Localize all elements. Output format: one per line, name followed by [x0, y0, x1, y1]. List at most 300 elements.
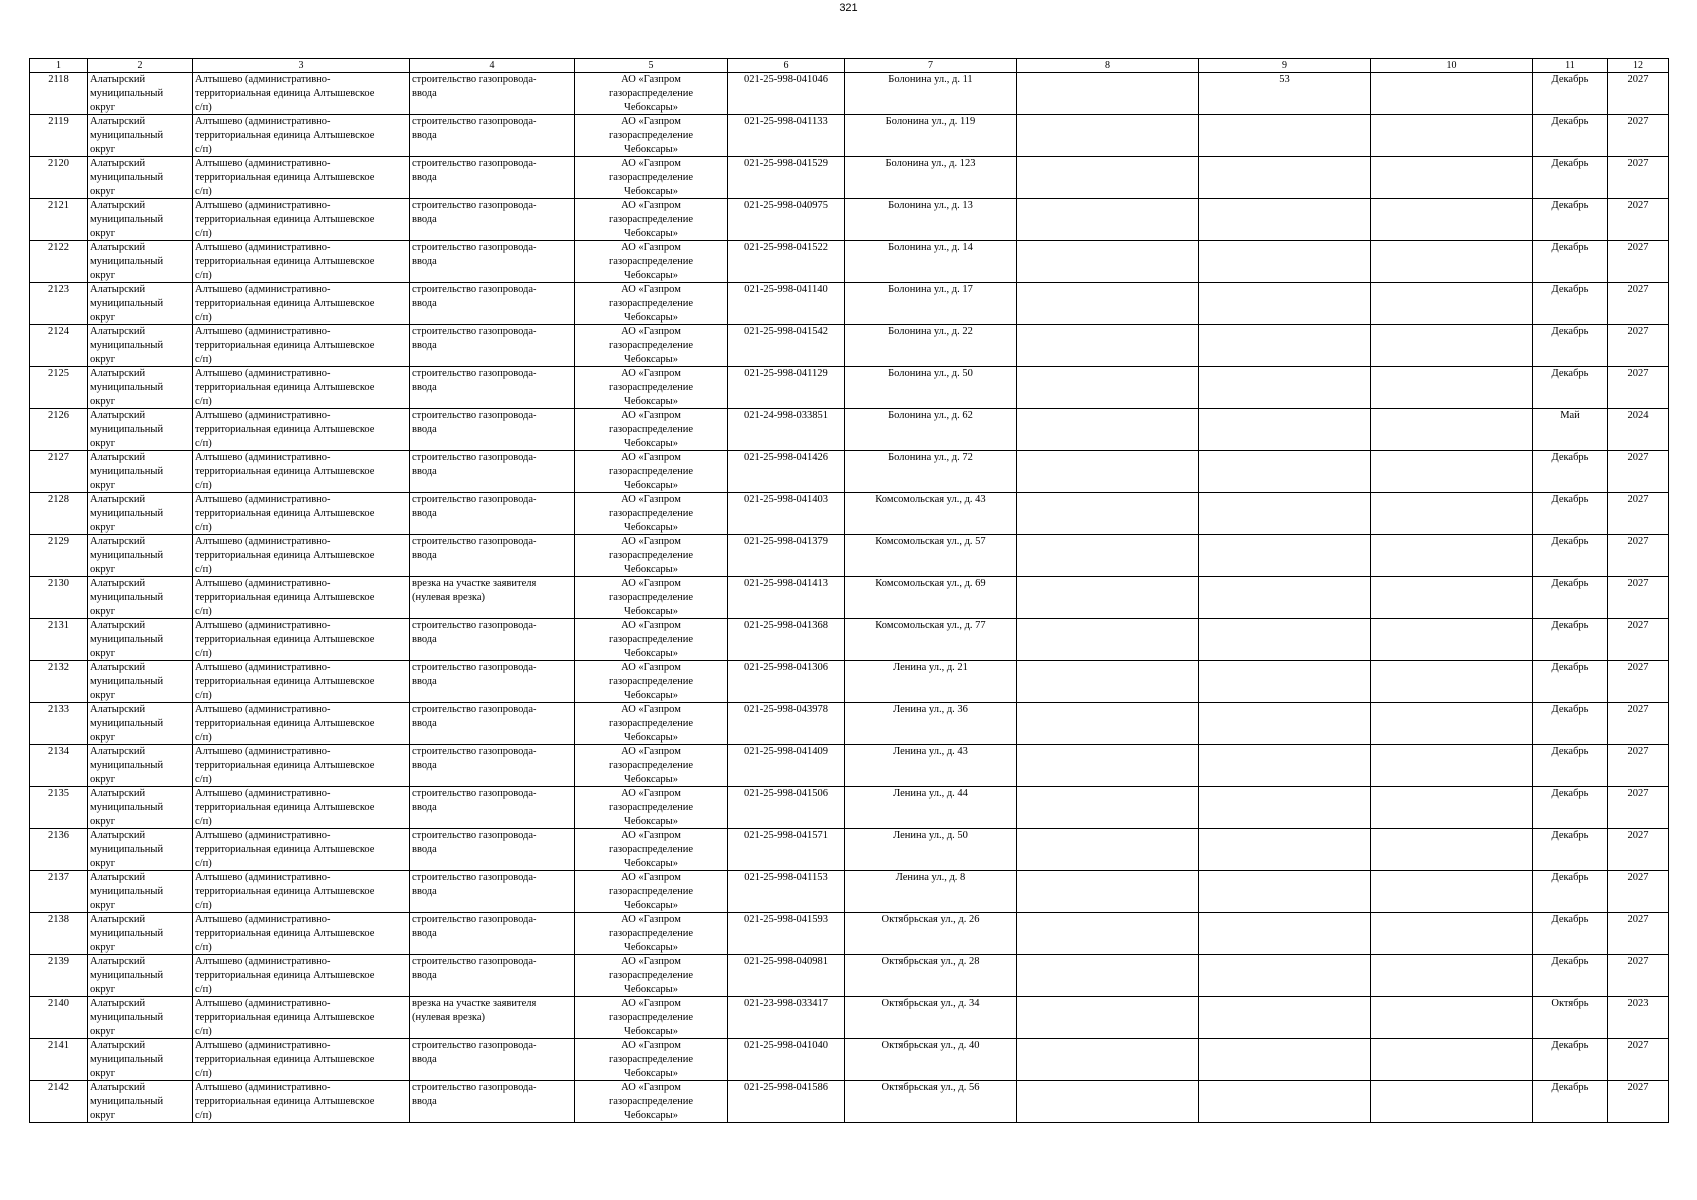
- cell-number: 2137: [30, 871, 88, 913]
- cell-organization: [575, 661, 728, 703]
- cell-month: Декабрь: [1533, 199, 1608, 241]
- settlement-line: Алтышево (административно-: [195, 410, 331, 421]
- district-line: округ: [90, 984, 116, 995]
- settlement-line: Алтышево (административно-: [195, 1040, 331, 1051]
- cell-address: Болонина ул., д. 62: [845, 409, 1017, 451]
- cell-organization: [575, 703, 728, 745]
- district-line: муниципальный: [90, 424, 164, 435]
- org-line: АО «Газпром: [621, 536, 681, 547]
- org-line: газораспределение: [608, 340, 694, 351]
- cell-month: Декабрь: [1533, 73, 1608, 115]
- work-line: строительство газопровода-: [412, 830, 537, 841]
- cell-code: 021-25-998-041133: [728, 115, 845, 157]
- settlement-line: территориальная единица Алтышевское: [195, 844, 375, 855]
- settlement-line: с/п): [195, 900, 212, 911]
- district-line: округ: [90, 270, 116, 281]
- org-line: АО «Газпром: [621, 704, 681, 715]
- org-line: Чебоксары»: [624, 942, 678, 953]
- district-line: округ: [90, 480, 116, 491]
- settlement-line: Алтышево (административно-: [195, 620, 331, 631]
- work-line: ввода: [412, 1054, 437, 1065]
- cell-code: 021-25-998-041593: [728, 913, 845, 955]
- cell-district: [88, 157, 193, 199]
- cell-col10: [1371, 283, 1533, 325]
- settlement-line: с/п): [195, 438, 212, 449]
- work-line: ввода: [412, 424, 437, 435]
- cell-code: 021-25-998-041403: [728, 493, 845, 535]
- cell-address: Ленина ул., д. 50: [845, 829, 1017, 871]
- district-line: Алатырский: [90, 410, 146, 421]
- cell-col8: [1017, 997, 1199, 1039]
- cell-settlement: [193, 619, 410, 661]
- work-line: ввода: [412, 970, 437, 981]
- cell-settlement: [193, 493, 410, 535]
- cell-col8: [1017, 829, 1199, 871]
- cell-month: Декабрь: [1533, 577, 1608, 619]
- org-line: Чебоксары»: [624, 774, 678, 785]
- cell-col9: [1199, 745, 1371, 787]
- org-line: Чебоксары»: [624, 1068, 678, 1079]
- work-line: строительство газопровода-: [412, 368, 537, 379]
- cell-col9: [1199, 367, 1371, 409]
- org-line: Чебоксары»: [624, 312, 678, 323]
- cell-address: Болонина ул., д. 22: [845, 325, 1017, 367]
- org-line: газораспределение: [608, 466, 694, 477]
- cell-district: [88, 199, 193, 241]
- district-line: Алатырский: [90, 1040, 146, 1051]
- cell-number: 2122: [30, 241, 88, 283]
- cell-col8: [1017, 787, 1199, 829]
- district-line: округ: [90, 900, 116, 911]
- cell-organization: [575, 619, 728, 661]
- cell-organization: [575, 535, 728, 577]
- cell-year: 2027: [1608, 619, 1669, 661]
- column-header: 5: [575, 59, 728, 73]
- settlement-line: с/п): [195, 1110, 212, 1121]
- cell-organization: [575, 997, 728, 1039]
- cell-col10: [1371, 871, 1533, 913]
- cell-year: 2027: [1608, 73, 1669, 115]
- cell-settlement: [193, 73, 410, 115]
- cell-settlement: [193, 1039, 410, 1081]
- settlement-line: с/п): [195, 648, 212, 659]
- settlement-line: территориальная единица Алтышевское: [195, 508, 375, 519]
- cell-settlement: [193, 367, 410, 409]
- cell-col10: [1371, 157, 1533, 199]
- org-line: газораспределение: [608, 508, 694, 519]
- cell-district: [88, 451, 193, 493]
- cell-number: 2140: [30, 997, 88, 1039]
- work-line: строительство газопровода-: [412, 662, 537, 673]
- cell-month: Декабрь: [1533, 325, 1608, 367]
- cell-col10: [1371, 661, 1533, 703]
- settlement-line: территориальная единица Алтышевское: [195, 550, 375, 561]
- work-line: врезка на участке заявителя: [412, 578, 537, 589]
- cell-number: 2135: [30, 787, 88, 829]
- cell-district: [88, 73, 193, 115]
- cell-number: 2141: [30, 1039, 88, 1081]
- cell-organization: [575, 871, 728, 913]
- cell-col8: [1017, 157, 1199, 199]
- settlement-line: территориальная единица Алтышевское: [195, 1012, 375, 1023]
- work-line: ввода: [412, 844, 437, 855]
- cell-code: 021-25-998-041413: [728, 577, 845, 619]
- settlement-line: с/п): [195, 186, 212, 197]
- table-row: [30, 199, 1669, 241]
- district-line: Алатырский: [90, 914, 146, 925]
- district-line: Алатырский: [90, 998, 146, 1009]
- table-row: [30, 787, 1669, 829]
- cell-number: 2124: [30, 325, 88, 367]
- org-line: Чебоксары»: [624, 102, 678, 113]
- cell-code: 021-25-998-040981: [728, 955, 845, 997]
- settlement-line: территориальная единица Алтышевское: [195, 592, 375, 603]
- cell-address: Комсомольская ул., д. 69: [845, 577, 1017, 619]
- district-line: Алатырский: [90, 704, 146, 715]
- district-line: округ: [90, 186, 116, 197]
- cell-col9: [1199, 325, 1371, 367]
- district-line: Алатырский: [90, 956, 146, 967]
- cell-year: 2027: [1608, 199, 1669, 241]
- org-line: газораспределение: [608, 1096, 694, 1107]
- org-line: АО «Газпром: [621, 872, 681, 883]
- district-line: округ: [90, 354, 116, 365]
- district-line: округ: [90, 312, 116, 323]
- org-line: газораспределение: [608, 592, 694, 603]
- district-line: округ: [90, 1026, 116, 1037]
- org-line: АО «Газпром: [621, 746, 681, 757]
- column-header: 2: [88, 59, 193, 73]
- cell-settlement: [193, 997, 410, 1039]
- org-line: АО «Газпром: [621, 578, 681, 589]
- cell-col9: [1199, 283, 1371, 325]
- cell-month: Декабрь: [1533, 115, 1608, 157]
- cell-work-type: [410, 745, 575, 787]
- cell-number: 2120: [30, 157, 88, 199]
- org-line: Чебоксары»: [624, 732, 678, 743]
- cell-col8: [1017, 115, 1199, 157]
- cell-organization: [575, 1039, 728, 1081]
- cell-organization: [575, 199, 728, 241]
- cell-year: 2027: [1608, 367, 1669, 409]
- settlement-line: Алтышево (административно-: [195, 662, 331, 673]
- settlement-line: территориальная единица Алтышевское: [195, 760, 375, 771]
- cell-work-type: [410, 703, 575, 745]
- cell-number: 2139: [30, 955, 88, 997]
- cell-year: 2027: [1608, 325, 1669, 367]
- cell-district: [88, 1039, 193, 1081]
- district-line: муниципальный: [90, 844, 164, 855]
- table-row: [30, 703, 1669, 745]
- cell-month: Декабрь: [1533, 703, 1608, 745]
- cell-col10: [1371, 619, 1533, 661]
- cell-address: Октябрьская ул., д. 28: [845, 955, 1017, 997]
- district-line: Алатырский: [90, 158, 146, 169]
- district-line: округ: [90, 1110, 116, 1121]
- district-line: Алатырский: [90, 494, 146, 505]
- cell-col9: [1199, 619, 1371, 661]
- cell-year: 2027: [1608, 115, 1669, 157]
- cell-code: 021-25-998-040975: [728, 199, 845, 241]
- district-line: Алатырский: [90, 662, 146, 673]
- cell-code: 021-25-998-041506: [728, 787, 845, 829]
- work-line: ввода: [412, 88, 437, 99]
- cell-month: Май: [1533, 409, 1608, 451]
- district-line: Алатырский: [90, 200, 146, 211]
- work-line: строительство газопровода-: [412, 788, 537, 799]
- cell-code: 021-25-998-041426: [728, 451, 845, 493]
- cell-col10: [1371, 787, 1533, 829]
- cell-col10: [1371, 325, 1533, 367]
- cell-work-type: [410, 493, 575, 535]
- district-line: муниципальный: [90, 1054, 164, 1065]
- cell-address: Октябрьская ул., д. 40: [845, 1039, 1017, 1081]
- settlement-line: Алтышево (административно-: [195, 158, 331, 169]
- org-line: газораспределение: [608, 382, 694, 393]
- cell-year: 2023: [1608, 997, 1669, 1039]
- cell-district: [88, 283, 193, 325]
- settlement-line: территориальная единица Алтышевское: [195, 970, 375, 981]
- district-line: муниципальный: [90, 718, 164, 729]
- cell-number: 2131: [30, 619, 88, 661]
- cell-organization: [575, 451, 728, 493]
- cell-col9: [1199, 829, 1371, 871]
- cell-settlement: [193, 745, 410, 787]
- table-row: [30, 409, 1669, 451]
- cell-organization: [575, 73, 728, 115]
- work-line: строительство газопровода-: [412, 410, 537, 421]
- settlement-line: с/п): [195, 354, 212, 365]
- cell-col10: [1371, 829, 1533, 871]
- cell-work-type: [410, 871, 575, 913]
- org-line: газораспределение: [608, 802, 694, 813]
- org-line: АО «Газпром: [621, 200, 681, 211]
- cell-col10: [1371, 115, 1533, 157]
- cell-col8: [1017, 409, 1199, 451]
- cell-col10: [1371, 955, 1533, 997]
- cell-month: Декабрь: [1533, 1039, 1608, 1081]
- cell-col8: [1017, 661, 1199, 703]
- work-line: строительство газопровода-: [412, 326, 537, 337]
- work-line: строительство газопровода-: [412, 872, 537, 883]
- cell-district: [88, 745, 193, 787]
- settlement-line: Алтышево (административно-: [195, 914, 331, 925]
- org-line: АО «Газпром: [621, 494, 681, 505]
- settlement-line: территориальная единица Алтышевское: [195, 256, 375, 267]
- org-line: Чебоксары»: [624, 984, 678, 995]
- cell-organization: [575, 787, 728, 829]
- cell-work-type: [410, 199, 575, 241]
- cell-organization: [575, 493, 728, 535]
- org-line: АО «Газпром: [621, 368, 681, 379]
- cell-col9: [1199, 241, 1371, 283]
- settlement-line: территориальная единица Алтышевское: [195, 802, 375, 813]
- cell-col9: [1199, 661, 1371, 703]
- cell-district: [88, 493, 193, 535]
- cell-number: 2119: [30, 115, 88, 157]
- work-line: (нулевая врезка): [412, 592, 485, 603]
- district-line: округ: [90, 690, 116, 701]
- settlement-line: Алтышево (административно-: [195, 998, 331, 1009]
- district-line: Алатырский: [90, 746, 146, 757]
- org-line: газораспределение: [608, 634, 694, 645]
- org-line: АО «Газпром: [621, 914, 681, 925]
- cell-settlement: [193, 283, 410, 325]
- work-line: строительство газопровода-: [412, 158, 537, 169]
- cell-col9: [1199, 871, 1371, 913]
- cell-year: 2027: [1608, 241, 1669, 283]
- district-line: муниципальный: [90, 214, 164, 225]
- district-line: муниципальный: [90, 550, 164, 561]
- cell-col8: [1017, 913, 1199, 955]
- cell-month: Октябрь: [1533, 997, 1608, 1039]
- org-line: газораспределение: [608, 886, 694, 897]
- cell-settlement: [193, 1081, 410, 1123]
- cell-col10: [1371, 703, 1533, 745]
- settlement-line: с/п): [195, 480, 212, 491]
- cell-district: [88, 997, 193, 1039]
- district-line: муниципальный: [90, 928, 164, 939]
- cell-organization: [575, 367, 728, 409]
- cell-settlement: [193, 241, 410, 283]
- settlement-line: Алтышево (административно-: [195, 1082, 331, 1093]
- cell-address: Болонина ул., д. 50: [845, 367, 1017, 409]
- cell-year: 2027: [1608, 829, 1669, 871]
- org-line: Чебоксары»: [624, 480, 678, 491]
- work-line: строительство газопровода-: [412, 1040, 537, 1051]
- table-row: [30, 829, 1669, 871]
- cell-col8: [1017, 1039, 1199, 1081]
- settlement-line: территориальная единица Алтышевское: [195, 634, 375, 645]
- column-header: 3: [193, 59, 410, 73]
- cell-code: 021-25-998-041306: [728, 661, 845, 703]
- org-line: газораспределение: [608, 550, 694, 561]
- cell-district: [88, 829, 193, 871]
- settlement-line: с/п): [195, 312, 212, 323]
- cell-code: 021-25-998-041522: [728, 241, 845, 283]
- work-line: строительство газопровода-: [412, 956, 537, 967]
- district-line: Алатырский: [90, 452, 146, 463]
- work-line: ввода: [412, 550, 437, 561]
- org-line: Чебоксары»: [624, 900, 678, 911]
- settlement-line: Алтышево (административно-: [195, 956, 331, 967]
- work-line: строительство газопровода-: [412, 284, 537, 295]
- org-line: АО «Газпром: [621, 956, 681, 967]
- cell-settlement: [193, 787, 410, 829]
- cell-settlement: [193, 955, 410, 997]
- cell-col9: [1199, 199, 1371, 241]
- district-line: муниципальный: [90, 634, 164, 645]
- settlement-line: с/п): [195, 858, 212, 869]
- cell-address: Болонина ул., д. 17: [845, 283, 1017, 325]
- cell-work-type: [410, 1039, 575, 1081]
- settlement-line: Алтышево (административно-: [195, 578, 331, 589]
- org-line: газораспределение: [608, 214, 694, 225]
- cell-year: 2024: [1608, 409, 1669, 451]
- cell-work-type: [410, 787, 575, 829]
- district-line: Алатырский: [90, 74, 146, 85]
- cell-col10: [1371, 535, 1533, 577]
- cell-settlement: [193, 409, 410, 451]
- cell-work-type: [410, 535, 575, 577]
- cell-settlement: [193, 451, 410, 493]
- org-line: Чебоксары»: [624, 438, 678, 449]
- work-line: строительство газопровода-: [412, 914, 537, 925]
- cell-col8: [1017, 619, 1199, 661]
- district-line: округ: [90, 648, 116, 659]
- cell-month: Декабрь: [1533, 871, 1608, 913]
- settlement-line: с/п): [195, 564, 212, 575]
- cell-address: Болонина ул., д. 13: [845, 199, 1017, 241]
- org-line: АО «Газпром: [621, 830, 681, 841]
- cell-col8: [1017, 535, 1199, 577]
- settlement-line: территориальная единица Алтышевское: [195, 676, 375, 687]
- cell-month: Декабрь: [1533, 367, 1608, 409]
- cell-col9: [1199, 913, 1371, 955]
- district-line: Алатырский: [90, 536, 146, 547]
- cell-number: 2121: [30, 199, 88, 241]
- district-line: округ: [90, 816, 116, 827]
- cell-code: 021-23-998-033417: [728, 997, 845, 1039]
- table-row: [30, 367, 1669, 409]
- district-line: округ: [90, 1068, 116, 1079]
- org-line: газораспределение: [608, 844, 694, 855]
- cell-year: 2027: [1608, 955, 1669, 997]
- district-line: округ: [90, 396, 116, 407]
- cell-district: [88, 913, 193, 955]
- cell-settlement: [193, 577, 410, 619]
- work-line: ввода: [412, 466, 437, 477]
- org-line: АО «Газпром: [621, 1082, 681, 1093]
- cell-number: 2132: [30, 661, 88, 703]
- district-line: муниципальный: [90, 256, 164, 267]
- settlement-line: с/п): [195, 522, 212, 533]
- cell-address: Октябрьская ул., д. 34: [845, 997, 1017, 1039]
- settlement-line: территориальная единица Алтышевское: [195, 298, 375, 309]
- cell-col10: [1371, 73, 1533, 115]
- org-line: газораспределение: [608, 298, 694, 309]
- org-line: Чебоксары»: [624, 144, 678, 155]
- cell-district: [88, 619, 193, 661]
- cell-work-type: [410, 1081, 575, 1123]
- column-header: 9: [1199, 59, 1371, 73]
- cell-address: Комсомольская ул., д. 43: [845, 493, 1017, 535]
- cell-district: [88, 409, 193, 451]
- cell-district: [88, 955, 193, 997]
- table-row: [30, 73, 1669, 115]
- district-line: Алатырский: [90, 1082, 146, 1093]
- settlement-line: территориальная единица Алтышевское: [195, 928, 375, 939]
- cell-address: Болонина ул., д. 123: [845, 157, 1017, 199]
- cell-col8: [1017, 955, 1199, 997]
- work-line: строительство газопровода-: [412, 452, 537, 463]
- org-line: газораспределение: [608, 718, 694, 729]
- cell-number: 2129: [30, 535, 88, 577]
- cell-number: 2123: [30, 283, 88, 325]
- work-line: ввода: [412, 214, 437, 225]
- work-line: ввода: [412, 760, 437, 771]
- cell-year: 2027: [1608, 1039, 1669, 1081]
- table-row: [30, 955, 1669, 997]
- cell-code: 021-25-998-041571: [728, 829, 845, 871]
- cell-organization: [575, 241, 728, 283]
- district-line: Алатырский: [90, 326, 146, 337]
- cell-col9: [1199, 409, 1371, 451]
- cell-district: [88, 115, 193, 157]
- cell-month: Декабрь: [1533, 157, 1608, 199]
- district-line: округ: [90, 942, 116, 953]
- org-line: Чебоксары»: [624, 354, 678, 365]
